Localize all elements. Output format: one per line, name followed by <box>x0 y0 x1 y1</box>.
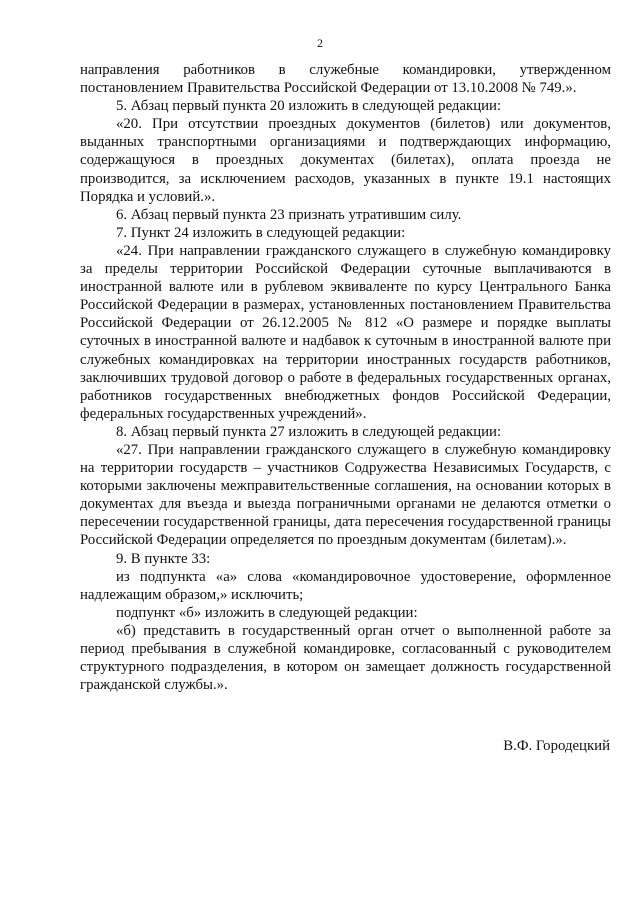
paragraph-subpoint-b-intro: подпункт «б» изложить в следующей редакции: <box>116 604 418 621</box>
paragraph-subpoint-b-text: «б) представить в государственный орган отчет о выполненной работе за период пребывания в служебной командировке, согласованный с руководителем структурного подразделения, в котором он замещает должность государственной гражданской службы.». <box>80 622 611 694</box>
paragraph-item-5: 5. Абзац первый пункта 20 изложить в следующей редакции: <box>116 98 502 115</box>
paragraph-point-20-text: «20. При отсутствии проездных документов (билетов) или документов, выданных транспортными организациями и подтверждающих информацию, содержащуюся в проездных документах (билетах), оплата проезда не производится, за исключением расходов, указанных в пункте 19.1 настоящих Порядка и условий.». <box>80 116 611 205</box>
signature: В.Ф. Городецкий <box>503 738 610 754</box>
paragraph-intro-continuation: направления работников в служебные командировки, утвержденном постановлением Правительства Российской Федерации от 13.10.2008 № 749.». <box>80 62 611 97</box>
paragraph-item-8: 8. Абзац первый пункта 27 изложить в следующей редакции: <box>116 423 502 440</box>
paragraph-item-6: 6. Абзац первый пункта 23 признать утратившим силу. <box>116 206 462 223</box>
document-body <box>80 61 611 694</box>
paragraph-point-27-text: «27. При направлении гражданского служащего в служебную командировку на территории государств – участников Содружества Независимых Государств, с которыми заключены межправительственные соглашения, на основании которых в документах для въезда и выезда пограничными органами не делаются отметки о пересечении государственной границы, дата пересечения государственной границы Российской Федерации определяется по проездным документам (билетам).». <box>80 441 611 549</box>
page-number: 2 <box>317 36 323 50</box>
paragraph-point-24-text: «24. При направлении гражданского служащего в служебную командировку за пределы территории Российской Федерации суточные выплачиваются в иностранной валюте или в рублевом эквиваленте по курсу Центрального Банка Российской Федерации в размерах, установленных постановлением Правительства Российской Федерации от 26.12.2005 № 812 «О размере и порядке выплаты суточных в иностранной валюте и надбавок к суточным в иностранной валюте при служебных командировках на территории иностранных государств работников, заключивших трудовой договор о работе в федеральных государственных органах, работников государственных внебюджетных фондов Российской Федерации, федеральных государственных учреждений». <box>80 242 611 422</box>
paragraph-subpoint-a: из подпункта «а» слова «командировочное удостоверение, оформленное надлежащим образом,» исключить; <box>80 568 611 603</box>
paragraph-item-7: 7. Пункт 24 изложить в следующей редакции: <box>116 224 406 241</box>
paragraph-item-9: 9. В пункте 33: <box>116 550 211 567</box>
